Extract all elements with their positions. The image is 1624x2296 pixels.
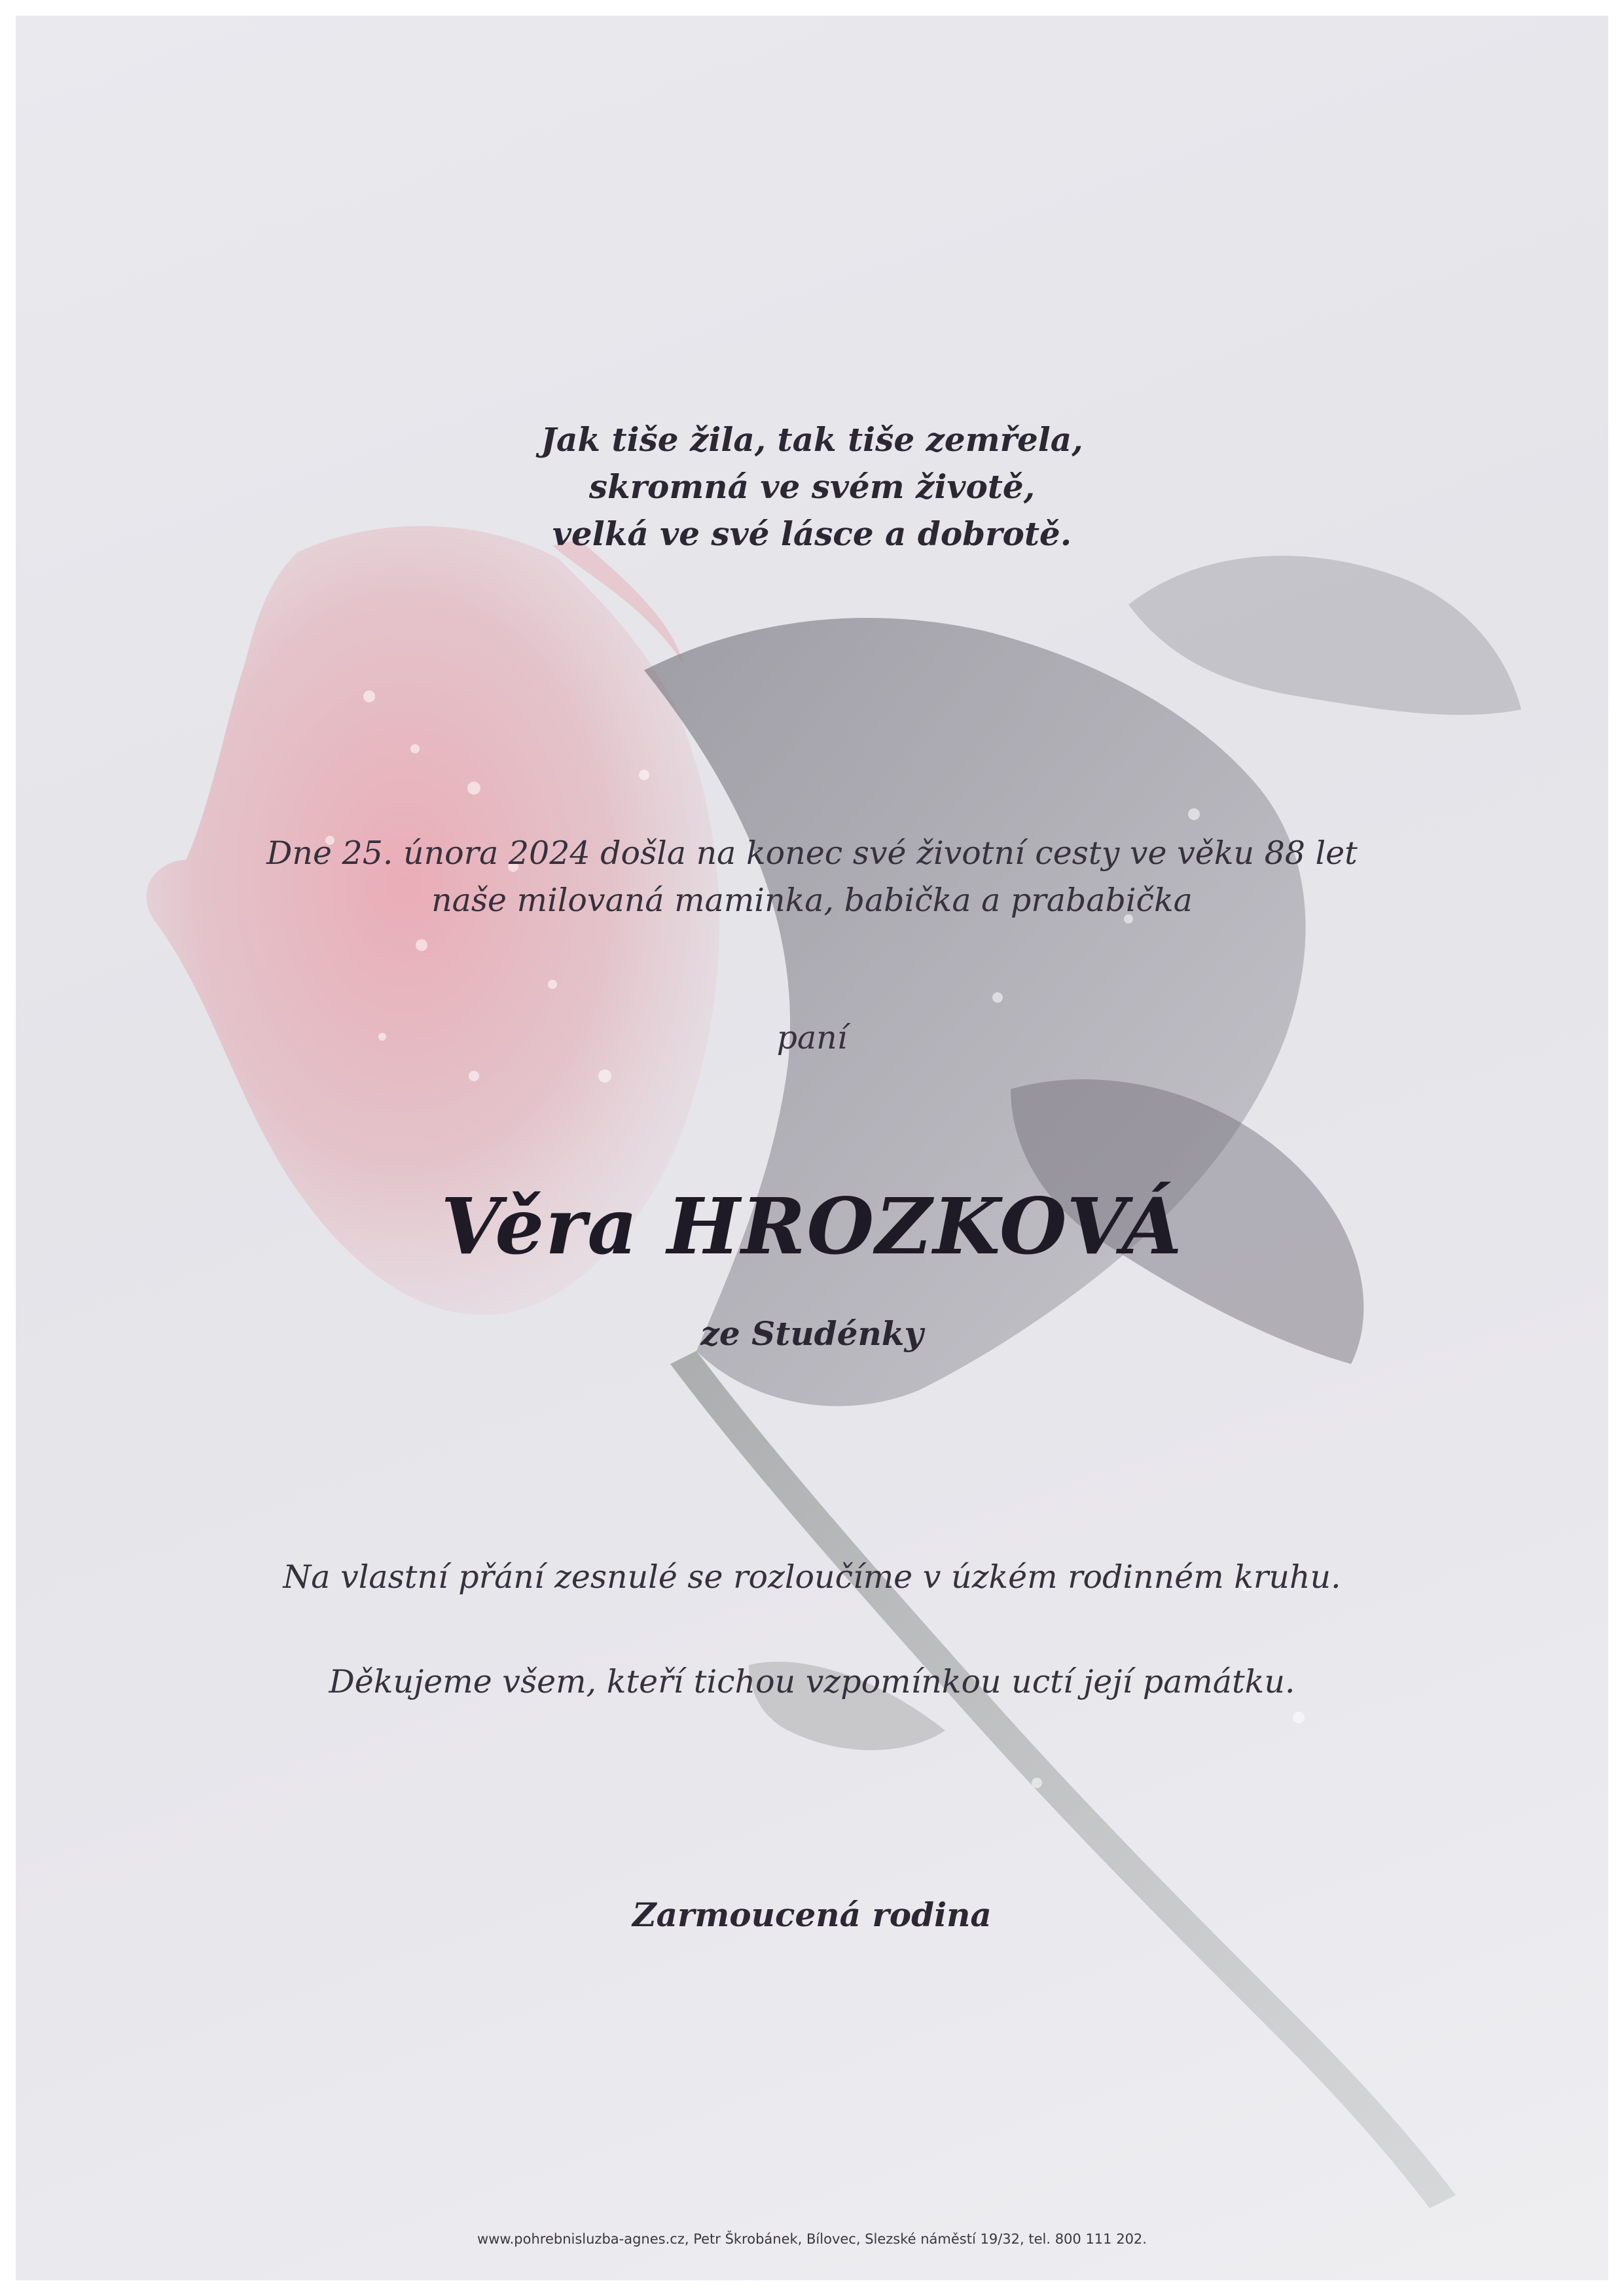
obituary-sheet <box>16 16 1608 2280</box>
death-announcement <box>16 830 1608 924</box>
deceased-name: Věra HROZKOVÁ <box>441 1181 1183 1272</box>
rose-stem-shape <box>670 1351 1456 2208</box>
salutation: paní <box>776 1019 848 1056</box>
funeral-wish: Na vlastní přání zesnulé se rozloučíme v úzkém rodinném kruhu. <box>283 1558 1341 1596</box>
family-signature: Zarmoucená rodina <box>632 1895 992 1934</box>
thanks-note: Děkujeme všem, kteří tichou vzpomínkou uctí její památku. <box>329 1663 1295 1700</box>
motto-line: skromná ve svém životě, <box>588 467 1036 506</box>
motto-line: velká ve své lásce a dobrotě. <box>552 514 1072 553</box>
motto-line: Jak tiše žila, tak tiše zemřela, <box>541 420 1083 459</box>
deceased-origin: ze Studénky <box>700 1314 924 1353</box>
announcement-line: Dne 25. února 2024 došla na konec své životní cesty ve věku 88 let <box>266 834 1358 872</box>
motto-verse <box>16 416 1608 558</box>
announcement-line: naše milovaná maminka, babička a prababička <box>431 882 1193 919</box>
rose-icon <box>16 16 1608 2280</box>
funeral-service-footer: www.pohrebnisluzba-agnes.cz, Petr Škrobánek, Bílovec, Slezské náměstí 19/32, tel. 800 111 202. <box>477 2231 1147 2247</box>
